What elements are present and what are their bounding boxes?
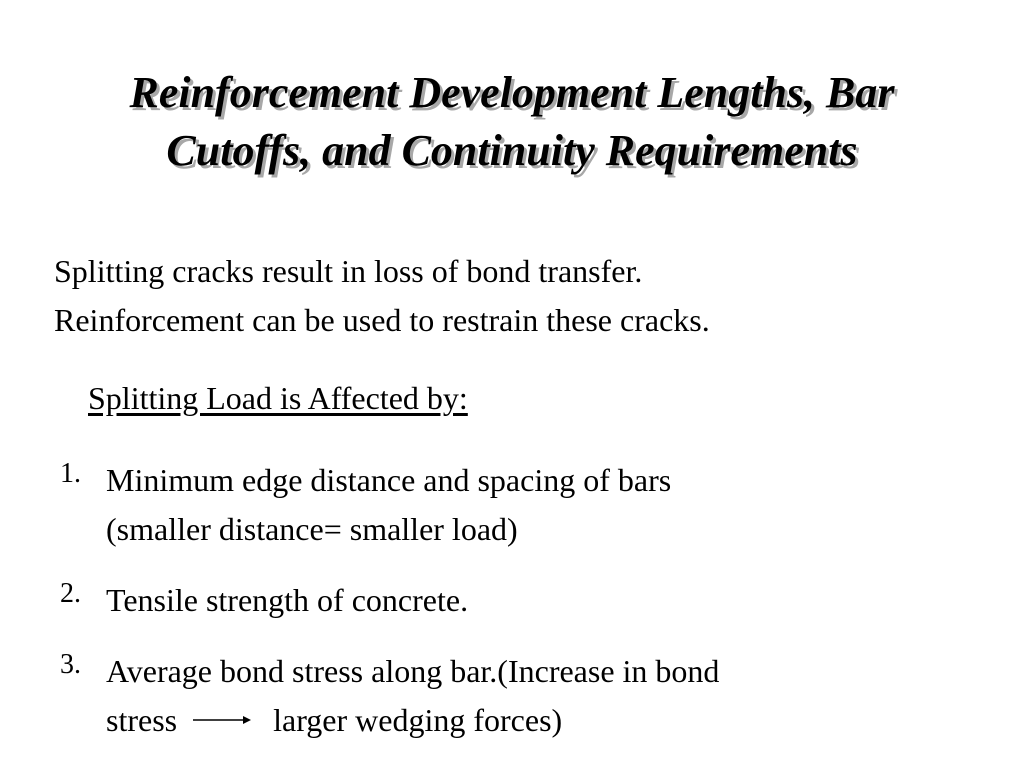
list-subheading: Splitting Load is Affected by: — [88, 380, 468, 416]
list-item-line-1: Tensile strength of concrete. — [106, 582, 469, 618]
slide-title — [40, 64, 984, 180]
list-item-text — [106, 456, 671, 554]
list-item-line-2: (smaller distance= smaller load) — [106, 511, 518, 547]
slide-title-line-1: Reinforcement Development Lengths, Bar — [129, 68, 895, 117]
list-item-number: 2. — [60, 578, 81, 609]
line-text-before-arrow: stress — [106, 702, 178, 738]
intro-paragraph — [54, 247, 710, 345]
intro-line-2: Reinforcement can be used to restrain these cracks. — [54, 302, 710, 338]
list-item-number: 1. — [60, 458, 81, 489]
list-item-text — [106, 576, 468, 625]
intro-line-1: Splitting cracks result in loss of bond transfer. — [54, 253, 643, 289]
list-item-number: 3. — [60, 649, 81, 680]
list-item-line-1: Average bond stress along bar.(Increase in bond — [106, 653, 720, 689]
line-text-after-arrow: larger wedging forces) — [273, 702, 563, 738]
list-item-text — [106, 647, 719, 745]
slide-title-line-2: Cutoffs, and Continuity Requirements — [166, 126, 858, 175]
right-arrow-icon — [193, 714, 251, 726]
list-item-line-2 — [106, 696, 719, 745]
list-item-line-1: Minimum edge distance and spacing of bars — [106, 462, 672, 498]
